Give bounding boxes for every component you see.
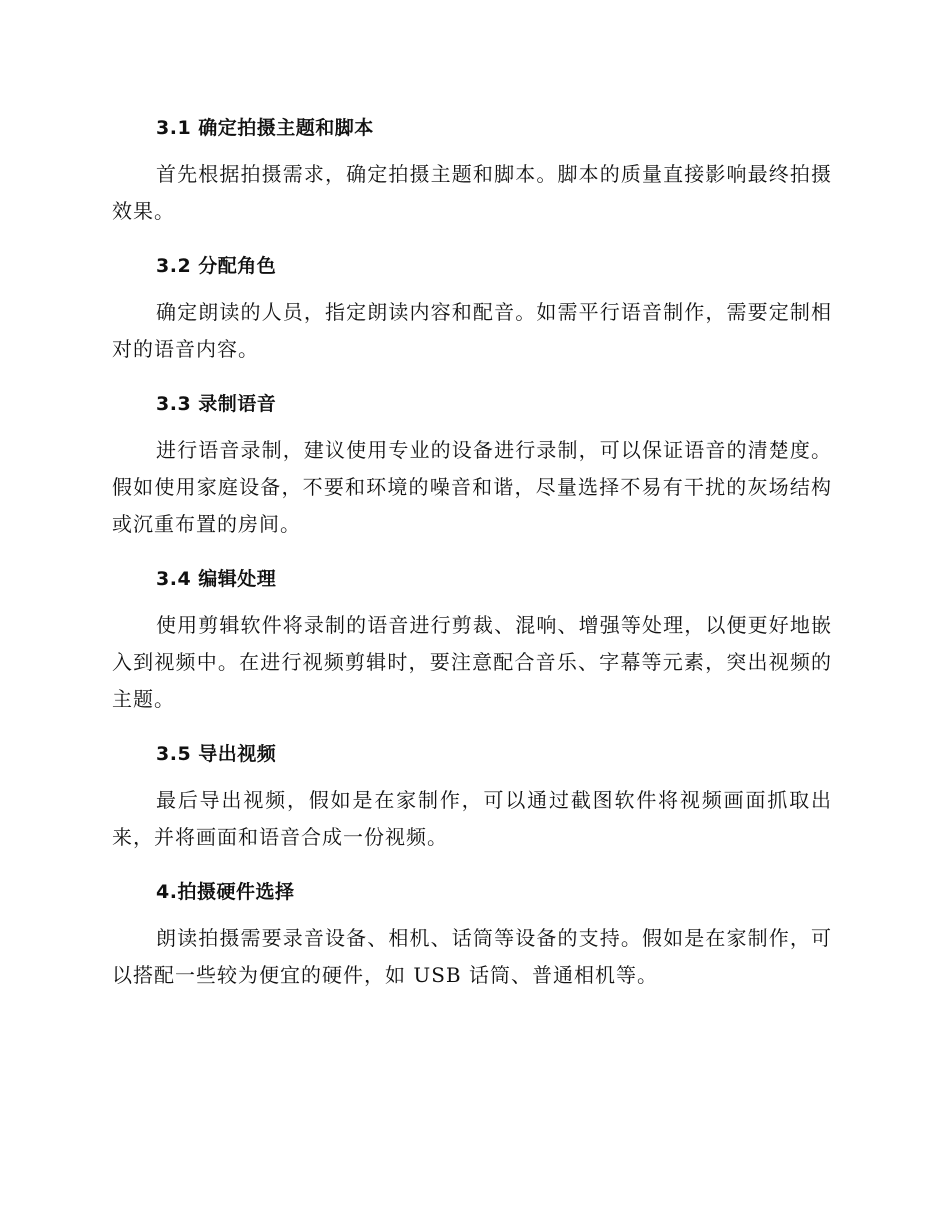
document-content <box>112 110 832 1012</box>
section-3-3 <box>112 386 832 543</box>
section-paragraph: 朗读拍摄需要录音设备、相机、话筒等设备的支持。假如是在家制作，可以搭配一些较为便宜的硬件，如 USB 话筒、普通相机等。 <box>112 926 832 987</box>
section-heading: 3.4 编辑处理 <box>156 568 277 590</box>
section-paragraph: 最后导出视频，假如是在家制作，可以通过截图软件将视频画面抓取出来，并将画面和语音合成一份视频。 <box>112 788 832 849</box>
section-3-5 <box>112 736 832 856</box>
section-heading: 4.拍摄硬件选择 <box>156 881 295 903</box>
section-3-1 <box>112 110 832 230</box>
section-3-4 <box>112 561 832 718</box>
section-paragraph: 确定朗读的人员，指定朗读内容和配音。如需平行语音制作，需要定制相对的语音内容。 <box>112 300 832 361</box>
section-heading: 3.2 分配角色 <box>156 255 277 277</box>
section-paragraph: 使用剪辑软件将录制的语音进行剪裁、混响、增强等处理，以便更好地嵌入到视频中。在进行视频剪辑时，要注意配合音乐、字幕等元素，突出视频的主题。 <box>112 613 832 711</box>
section-paragraph: 进行语音录制，建议使用专业的设备进行录制，可以保证语音的清楚度。假如使用家庭设备，不要和环境的噪音和谐，尽量选择不易有干扰的灰场结构或沉重布置的房间。 <box>112 438 832 536</box>
section-3-2 <box>112 248 832 368</box>
section-heading: 3.5 导出视频 <box>156 743 277 765</box>
section-heading: 3.3 录制语音 <box>156 393 277 415</box>
section-paragraph: 首先根据拍摄需求，确定拍摄主题和脚本。脚本的质量直接影响最终拍摄效果。 <box>112 162 832 223</box>
section-4 <box>112 874 832 994</box>
section-heading: 3.1 确定拍摄主题和脚本 <box>156 117 374 139</box>
